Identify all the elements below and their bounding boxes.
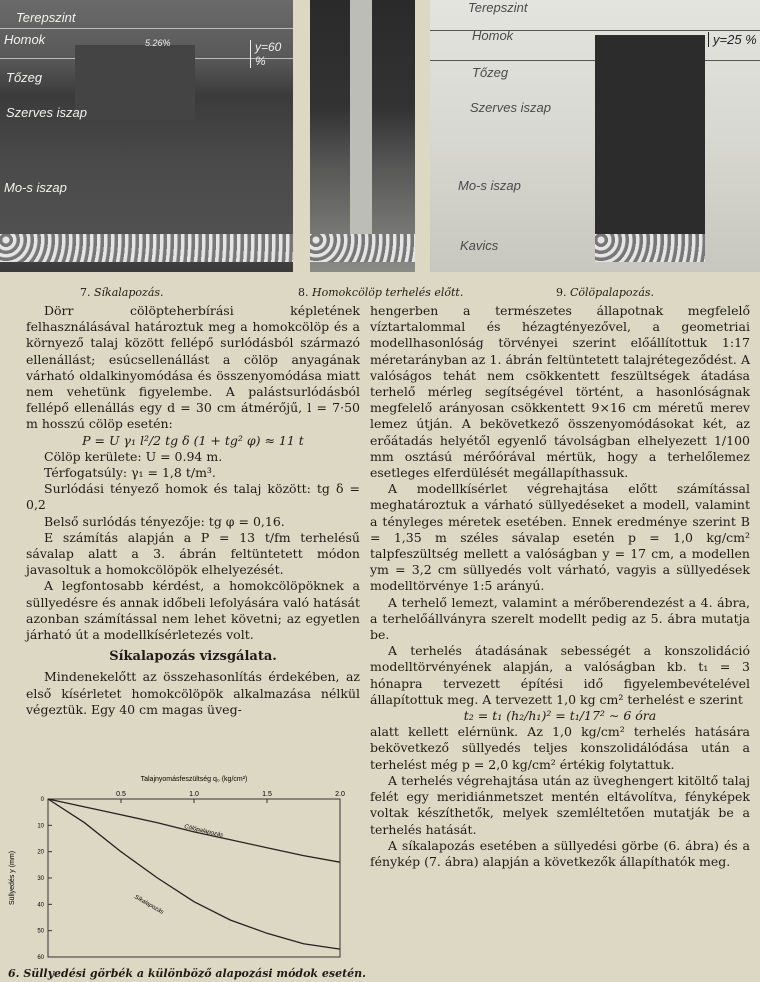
layer-label: Homok	[4, 32, 46, 47]
paragraph: A modellkísérlet végrehajtása előtt számítással meghatároztuk a várható süllyedéseket a modell, valamint a tényleges méretek esetében. Ennek eredménye szerint B = 1,35 m széles sávalap esetén p = 1,0 kg/cm² talpfeszültség mellett a valóságban y = 17 cm, a modellen ym = 3,2 cm süllyedés volt várható, vagyis a süllyedések modelltörvénye 1:5 arányú.	[370, 481, 750, 594]
paragraph: Térfogatsúly: γ₁ = 1,8 t/m³.	[44, 465, 216, 481]
series-line	[48, 799, 340, 949]
y-tick-label: 30	[37, 876, 44, 882]
caption-8: 8. Homokcölöp terhelés előtt.	[298, 286, 464, 299]
left-column	[26, 303, 360, 718]
paragraph: Cölöp kerülete: U = 0.94 m.	[44, 448, 223, 464]
paragraph: Mindenekelőtt az összehasonlítás érdekében, az első kísérletet homokcölöpök alkalmazása nélkül végeztük. Egy 40 cm magas üveg-	[26, 669, 360, 717]
photo-homokcolop	[310, 0, 415, 272]
layer-label: Mo-s iszap	[458, 178, 521, 193]
paragraph: A terhelés átadásának sebességét a konszolidáció modelltörvényének alapján, a valóságban kb. t₁ = 3 hónapra tervezett építési idő figyelembevételével állapítottuk meg. A tervezett 1,0 kg cm² terhelést e szerint	[370, 643, 750, 707]
photo-colopalapozas	[430, 0, 760, 272]
formula: P = U γ₁ l²/2 tg δ (1 + tg² φ) ≈ 11 t	[82, 432, 304, 448]
plot-frame	[48, 799, 340, 957]
series-label: Cölöpalapozás	[183, 824, 224, 839]
paragraph: hengerben a természetes állapotnak megfelelő víztartalommal és hézagtényezővel, a geometriai modellhasonlóság törvényei szerint előállítottuk 1:17 méretarányban az 1. ábrán feltüntetett talajrétegeződést. A valóságos tehát nem csökkentett feszültségek átadása terhelő mérleg segítségével történt, a hasonlóságnak megfelelő arányosan csökkentett 9×16 cm méretű merev lemez útján. A bekövetkező összenyomódásokat két, az erőátadás helyétől egyenlő távolságban elhelyezett 1/100 mm osztású mérőórával mértük, hogy a terhelőlemez esetleges elferdülését megállapíthassuk.	[370, 303, 750, 481]
paragraph: alatt kellett elérnünk. Az 1,0 kg/cm² terhelés hatására bekövetkező süllyedés teljes konszolidálódása után a terhelést még p = 2,0 kg/cm² értékig folytattuk.	[370, 724, 750, 772]
chart-title: Talajnyomásfeszültség q₀ (kg/cm²)	[140, 776, 248, 783]
chart-caption: 6. Süllyedési görbék a különböző alapozási módok esetén.	[8, 967, 366, 980]
x-tick-label: 0.5	[116, 791, 126, 798]
x-tick-label: 2.0	[335, 791, 345, 798]
y-tick-label: 50	[37, 928, 44, 935]
section-heading: Síkalapozás vizsgálata.	[109, 649, 277, 665]
paragraph: Surlódási tényező homok és talaj között: tg δ = 0,2	[26, 481, 360, 513]
paragraph: Belső surlódás tényezője: tg φ = 0,16.	[44, 513, 285, 529]
y-tick-label: 60	[37, 955, 44, 961]
inset-label: 5.26%	[145, 38, 171, 48]
layer-label: Tőzeg	[472, 65, 509, 80]
layer-label: Kavics	[460, 238, 499, 253]
paragraph: A síkalapozás esetében a süllyedési görbe (6. ábra) és a fénykép (7. ábra) alapján a következők állapíthatók meg.	[370, 837, 750, 869]
photo-sikalapozas	[0, 0, 293, 272]
layer-label: Terepszint	[16, 10, 76, 25]
y-tick-label: 0	[40, 797, 44, 803]
x-tick-label: 1.5	[262, 791, 272, 798]
caption-7: 7. Síkalapozás.	[80, 286, 164, 299]
layer-label: Szerves iszap	[6, 105, 87, 120]
dimension-label: y=60 %	[250, 40, 293, 68]
y-tick-label: 20	[37, 849, 44, 856]
layer-label: Szerves iszap	[470, 100, 551, 115]
y-axis-label: Süllyedés y (mm)	[9, 850, 16, 906]
series-label: Síkalapozás	[133, 894, 165, 916]
paragraph: A legfontosabb kérdést, a homokcölöpöknek a süllyedésre és annak időbeli lefolyására való hatását azonban számítással nem lehet követni; az egyetlen járható út a modellkísérletezés volt.	[26, 578, 360, 643]
layer-label: Terepszint	[468, 0, 528, 15]
paragraph: A terhelés végrehajtása után az üveghengert kitöltő talaj felét egy meridiánmetszet mentén eltávolítva, fényképek voltak készíthetők, melyek szemléltetően mutatják be a terhelés hatását.	[370, 772, 750, 837]
y-tick-label: 40	[37, 902, 44, 909]
y-tick-label: 10	[37, 823, 44, 830]
layer-label: Homok	[472, 28, 514, 43]
caption-9: 9. Cölöpalapozás.	[556, 286, 655, 299]
paragraph: Dörr cölöpteherbírási képletének felhasználásával határoztuk meg a homokcölöp és a környező talaj között fellépő surlódásból származó ellenállást; esúcsellenállást a cölöp anyagának várható oldalkinyomódása és összenyomódása miatt nem vehetünk figyelembe. A palástsurlódásból fellépő ellenállás egy d = 30 cm átmérőjű, l = 7·50 m hosszú cölöp esetén:	[26, 303, 360, 432]
paragraph: A terhelő lemezt, valamint a mérőberendezést a 4. ábra, a terhelőállványra szerelt modellt pedig az 5. ábra mutatja be.	[370, 594, 750, 643]
paragraph: E számítás alapján a P = 13 t/fm terhelésű sávalap alatt a 3. ábrán feltüntetett módon javasoltuk a homokcölöpök elhelyezését.	[26, 529, 360, 578]
layer-label: Mo-s iszap	[4, 180, 67, 195]
formula: t₂ = t₁ (h₂/h₁)² = t₁/17² ∼ 6 óra	[463, 708, 657, 724]
layer-label: Tőzeg	[6, 70, 43, 85]
dimension-label: y=25 %	[708, 32, 757, 47]
right-column	[370, 303, 750, 870]
settlement-chart	[0, 771, 360, 965]
x-tick-label: 1.0	[189, 791, 199, 798]
